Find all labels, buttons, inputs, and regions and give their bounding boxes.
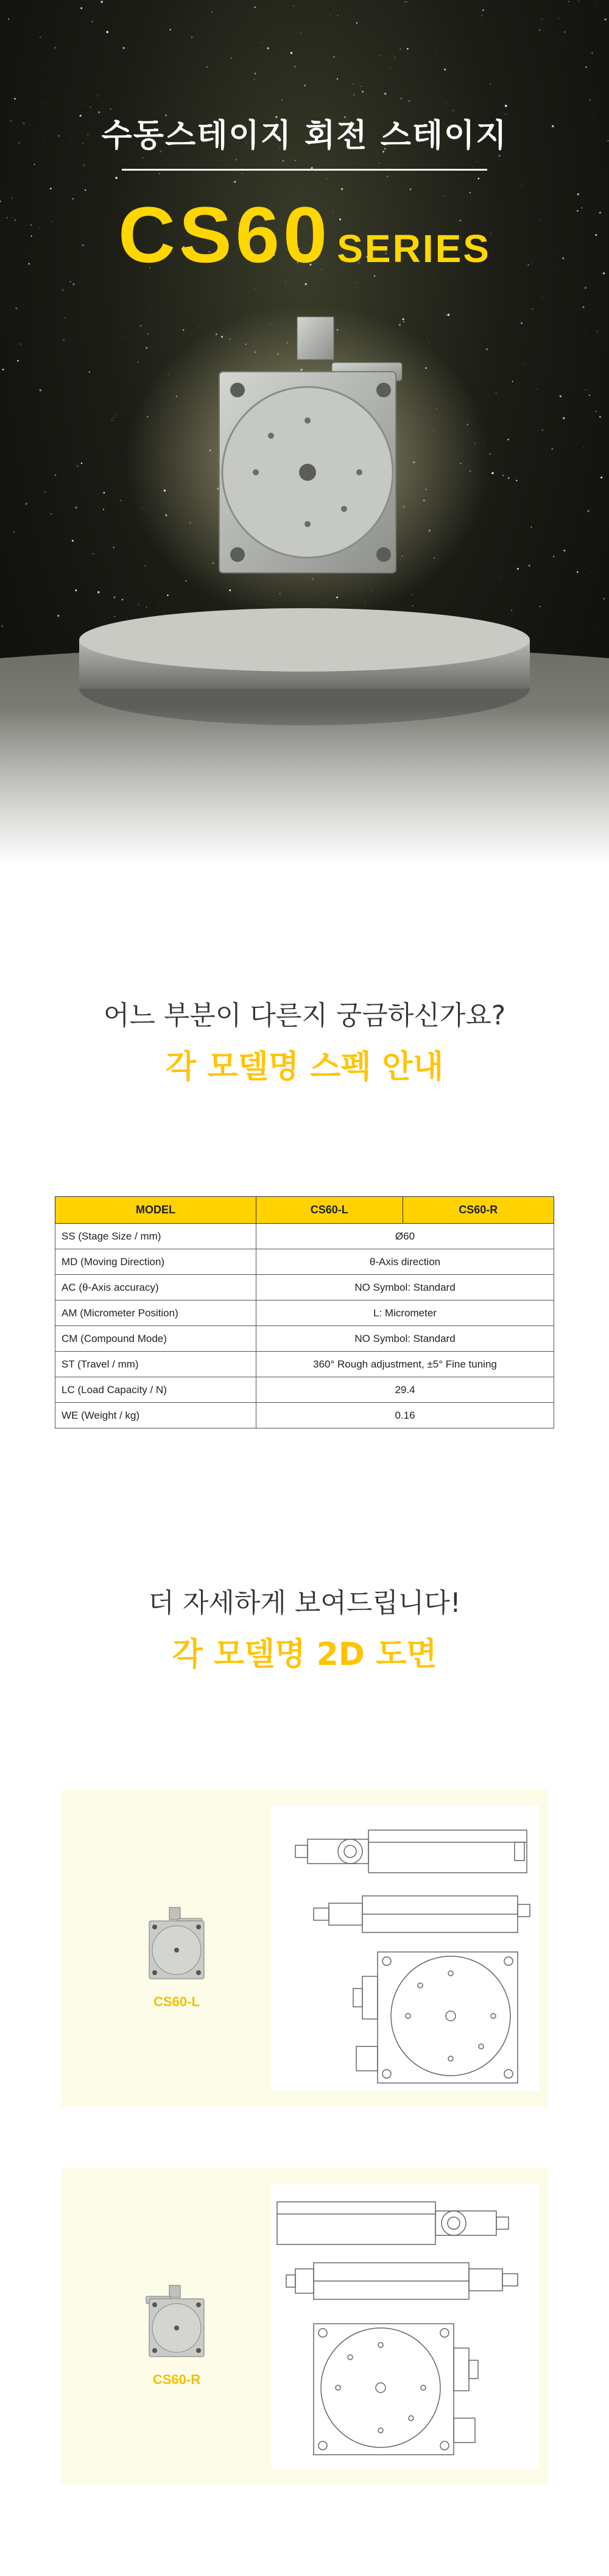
spec-table-wrapper — [55, 1196, 554, 1428]
hero-title-model: CS60 — [118, 190, 331, 279]
spec-title: 각 모델명 스펙 안내 — [165, 1049, 444, 1085]
spec-table — [55, 1196, 554, 1428]
spec-header-model: MODEL — [55, 1197, 256, 1224]
spec-row-value: NO Symbol: Standard — [256, 1326, 554, 1352]
drawing-canvas-cs60-l — [271, 1806, 539, 2091]
spec-row-value: 360° Rough adjustment, ±5° Fine tuning — [256, 1352, 554, 1377]
spec-question: 어느 부분이 다른지 궁금하신가요? — [103, 1000, 506, 1031]
drawing-panel-cs60-r — [61, 2168, 548, 2485]
table-row — [55, 1377, 554, 1403]
spec-row-value: L: Micrometer — [256, 1300, 554, 1326]
drawing-canvas-cs60-r — [271, 2184, 539, 2469]
table-row — [55, 1224, 554, 1249]
table-row — [55, 1249, 554, 1275]
spec-row-value: Ø60 — [256, 1224, 554, 1249]
hero-title-series: SERIES — [337, 227, 491, 271]
spec-table-header-row — [55, 1197, 554, 1224]
hero-fade — [0, 707, 609, 865]
spec-heading — [0, 993, 609, 1087]
model-label-cs60-l: CS60-L — [153, 1994, 200, 2009]
spec-row-label: AM (Micrometer Position) — [55, 1300, 256, 1326]
hero-subtitle: 수동스테이지 회전 스테이지 — [101, 118, 508, 154]
spec-row-label: AC (θ-Axis accuracy) — [55, 1275, 256, 1300]
drawing-section — [0, 1428, 609, 2576]
technical-drawing-cs60-r — [271, 2184, 539, 2469]
drawing-question: 더 자세하게 보여드립니다! — [148, 1588, 461, 1619]
table-row — [55, 1403, 554, 1428]
spec-header-cs60-r: CS60-R — [403, 1197, 554, 1224]
spec-row-value: NO Symbol: Standard — [256, 1275, 554, 1300]
table-row — [55, 1300, 554, 1326]
drawing-heading — [0, 1581, 609, 1674]
spec-row-label: SS (Stage Size / mm) — [55, 1224, 256, 1249]
table-row — [55, 1326, 554, 1352]
model-label-cs60-r: CS60-R — [152, 2372, 201, 2387]
product-thumbnail-cs60-r — [140, 2280, 213, 2360]
spec-header-cs60-l: CS60-L — [256, 1197, 403, 1224]
spec-row-value: θ-Axis direction — [256, 1249, 554, 1275]
spec-row-label: ST (Travel / mm) — [55, 1352, 256, 1377]
spec-row-value: 0.16 — [256, 1403, 554, 1428]
technical-drawing-cs60-l — [271, 1806, 539, 2091]
hero-banner — [0, 0, 609, 865]
spec-row-value: 29.4 — [256, 1377, 554, 1403]
product-thumbnail-cs60-l — [140, 1903, 213, 1982]
spec-section — [0, 865, 609, 1428]
spec-row-label: LC (Load Capacity / N) — [55, 1377, 256, 1403]
table-row — [55, 1275, 554, 1300]
drawing-panel-cs60-l — [61, 1790, 548, 2107]
drawing-title: 각 모델명 2D 도면 — [172, 1636, 437, 1673]
spec-row-label: MD (Moving Direction) — [55, 1249, 256, 1275]
table-row — [55, 1352, 554, 1377]
spec-row-label: CM (Compound Mode) — [55, 1326, 256, 1352]
spec-row-label: WE (Weight / kg) — [55, 1403, 256, 1428]
